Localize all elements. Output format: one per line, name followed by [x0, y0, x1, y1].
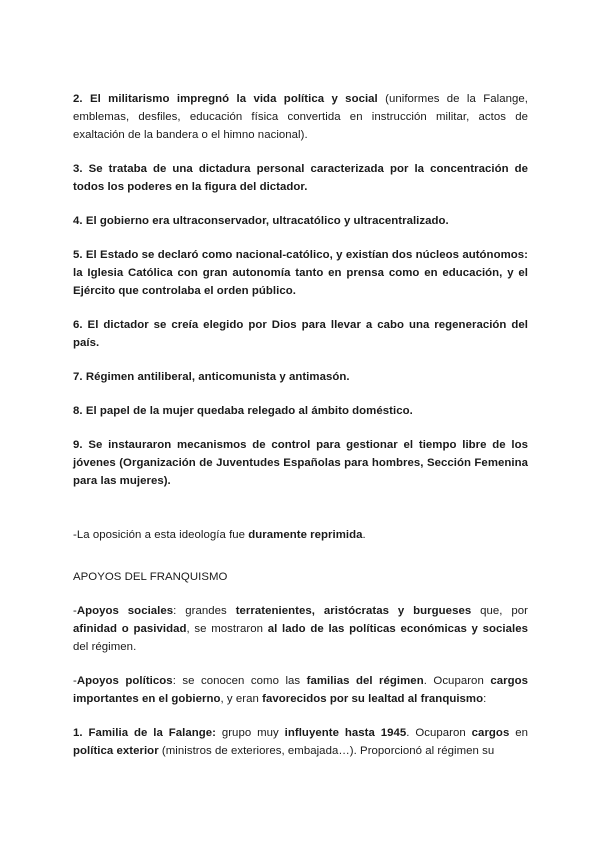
list-item-3: 3. Se trataba de una dictadura personal caracterizada por la concentración de todos los poderes en la figura del dictador.: [73, 163, 528, 193]
list-item-7: 7. Régimen antiliberal, anticomunista y antimasón.: [73, 371, 350, 383]
falange-paragraph: 1. Familia de la Falange: grupo muy influyente hasta 1945. Ocuparon cargos en política exterior (ministros de exteriores, embajada…). Proporcionó al régimen su: [73, 727, 528, 757]
apoyos-sociales-paragraph: -Apoyos sociales: grandes terratenientes, aristócratas y burgueses que, por afinidad o pasividad, se mostraron al lado de las políticas económicas y sociales del régimen.: [73, 605, 529, 653]
list-item-8: 8. El papel de la mujer quedaba relegado al ámbito doméstico.: [73, 405, 413, 417]
list-item-6: 6. El dictador se creía elegido por Dios para llevar a cabo una regeneración del país.: [73, 319, 528, 349]
apoyos-politicos-paragraph: -Apoyos políticos: se conocen como las familias del régimen. Ocuparon cargos importantes en el gobierno, y eran favorecidos por su lealtad al franquismo:: [73, 675, 528, 705]
oposicion-paragraph: -La oposición a esta ideología fue duramente reprimida.: [73, 529, 366, 541]
list-item-5: 5. El Estado se declaró como nacional-católico, y existían dos núcleos autónomos: la Iglesia Católica con gran autonomía tanto en prensa como en educación, y el Ejército que controlaba el orden público.: [73, 249, 528, 297]
list-item-2: 2. El militarismo impregnó la vida política y social (uniformes de la Falange, emblemas, desfiles, educación física convertida en instrucción militar, actos de exaltación de la bandera o el himno nacional).: [73, 93, 528, 141]
list-item-9: 9. Se instauraron mecanismos de control para gestionar el tiempo libre de los jóvenes (Organización de Juventudes Españolas para hombres, Sección Femenina para las mujeres).: [73, 439, 528, 487]
section-heading: APOYOS DEL FRANQUISMO: [73, 571, 228, 583]
list-item-4: 4. El gobierno era ultraconservador, ultracatólico y ultracentralizado.: [73, 215, 449, 227]
